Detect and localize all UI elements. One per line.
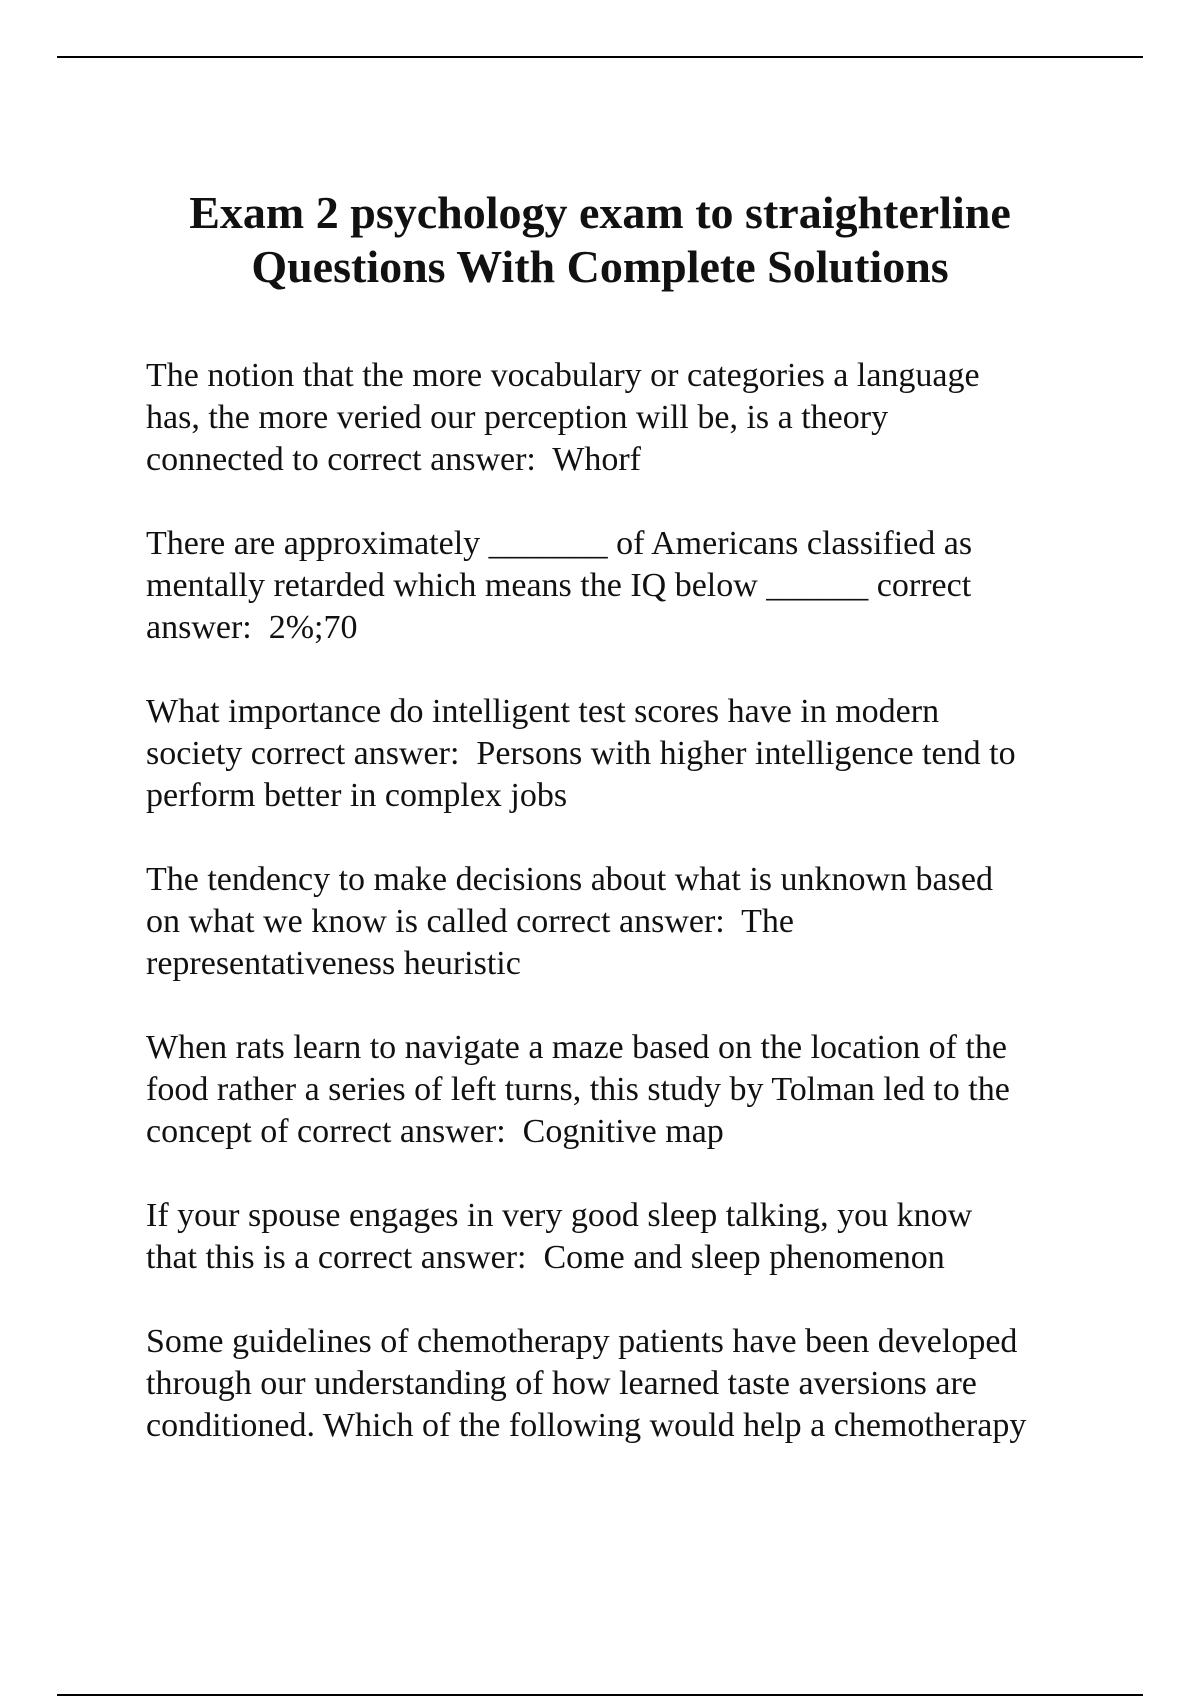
document-title — [100, 186, 1100, 294]
question-item: If your spouse engages in very good sleep talking, you know that this is a correct answer: Come and sleep phenomenon — [146, 1197, 973, 1276]
question-item: There are approximately _______ of Americans classified as mentally retarded which means the IQ below ______ correct answer: 2%;70 — [146, 525, 973, 646]
question-list — [146, 355, 1146, 1489]
title-line-1: Exam 2 psychology exam to straighterline — [189, 187, 1011, 238]
footer-rule — [57, 1694, 1143, 1696]
header-rule — [57, 56, 1143, 58]
question-item: When rats learn to navigate a maze based on the location of the food rather a series of left turns, this study by Tolman led to the concept of correct answer: Cognitive map — [146, 1029, 1010, 1150]
title-line-2: Questions With Complete Solutions — [251, 241, 949, 292]
question-item: The notion that the more vocabulary or categories a language has, the more veried our perception will be, is a theory connected to correct answer: Whorf — [146, 357, 980, 478]
question-item: The tendency to make decisions about what is unknown based on what we know is called correct answer: The representativeness heuristic — [146, 861, 993, 982]
question-item: Some guidelines of chemotherapy patients have been developed through our understanding of how learned taste aversions are conditioned. Which of the following would help a chemotherapy — [146, 1323, 1027, 1444]
question-item: What importance do intelligent test scores have in modern society correct answer: Persons with higher intelligence tend to perform better in complex jobs — [146, 693, 1016, 814]
